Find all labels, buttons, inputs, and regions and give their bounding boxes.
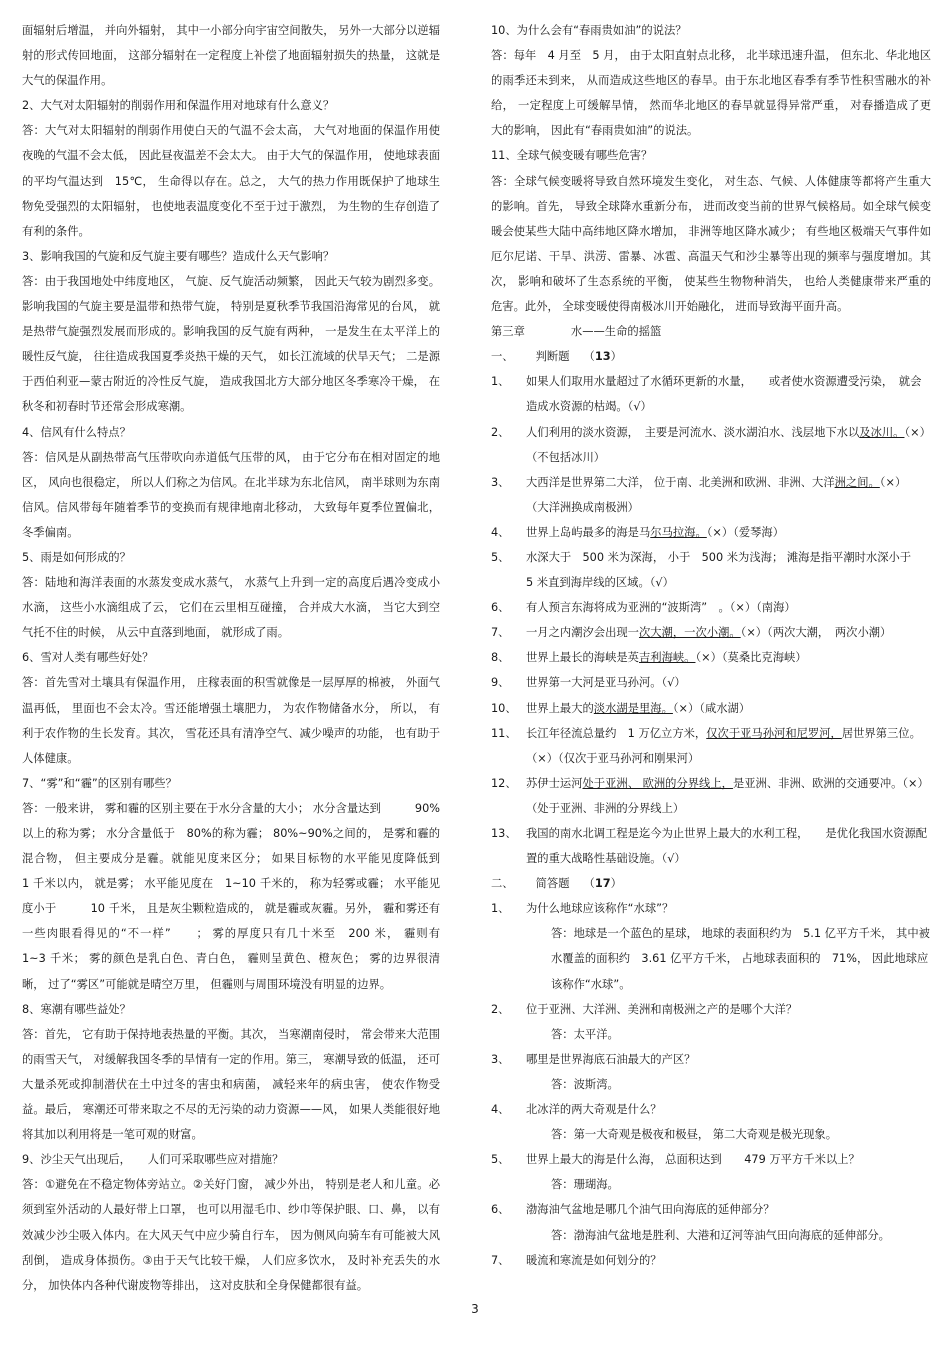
item-number: 10、	[491, 701, 517, 715]
short-item	[491, 1197, 931, 1222]
answer: 答：信风是从副热带高气压带吹向赤道低气压带的风， 由于它分布在相对固定的地区， 风向也很稳定， 所以人们称之为信风。在北半球为东北信风， 南半球则为东南信风。信风带每年随着季节的变换而有规律地南北移动， 大致每年夏季位置偏北，冬季偏南。	[22, 450, 440, 539]
short-item	[491, 1147, 931, 1172]
answer: 答：全球气候变暖将导致自然环境发生变化， 对生态、气候、人体健康等都将产生重大的影响。首先， 导致全球降水重新分布， 进而改变当前的世界气候格局。如全球气候变暖会使某些大陆中高纬地区降水增加， 非洲等地区降水减少； 有些地区极端天气事件如厄尔尼诺、干旱、洪涝、雷暴、冰雹、高温天气和沙尘暴等出现的频率与强度增加。其次， 影响和破坏了生态系统的平衡， 使某些生物物种消失， 也给人类健康带来严重的危害。此外， 全球变暖使得南极冰川开始融化， 进而导致海平面升高。	[491, 174, 931, 314]
section-count-open: （	[583, 877, 595, 891]
item-text-pre: 大西洋是世界第二大洋， 位于南、北美洲和欧洲、非洲、大洋	[526, 475, 835, 489]
short-list	[491, 896, 931, 1272]
item-text	[526, 620, 931, 645]
judge-item	[491, 545, 934, 595]
item-text-pre: 一月之内潮汐会出现一	[526, 626, 639, 640]
short-item	[491, 896, 931, 921]
question: 2、大气对太阳辐射的削弱作用和保温作用对地球有什么意义？	[22, 99, 335, 113]
item-question: 为什么地球应该称作“水球”？	[526, 902, 674, 916]
item-answer: 答：渤海油气盆地是胜利、大港和辽河等油气田向海底的延伸部分。	[551, 1228, 890, 1242]
question: 11、全球气候变暖有哪些危害？	[491, 149, 653, 163]
item-text-post: （×）	[904, 425, 931, 439]
item-text	[526, 595, 931, 620]
question: 10、为什么会有“春雨贵如油”的说法？	[491, 24, 687, 37]
item-text-post: 居世界第三位。	[841, 726, 921, 740]
question: 9、沙尘天气出现后， 人们可采取哪些应对措施？	[22, 1153, 284, 1167]
item-question: 位于亚洲、大洋洲、美洲和南极洲之产的是哪个大洋？	[526, 1002, 798, 1016]
item-number: 1、	[491, 902, 510, 916]
item-answer: 答：太平洋。	[551, 1027, 619, 1041]
question: 6、雪对人类有哪些好处？	[22, 651, 154, 665]
item-correction: （×）（仅次于亚马孙河和刚果河）	[526, 751, 700, 765]
item-text-pre: 世界上最大的	[526, 701, 594, 715]
short-item	[491, 1248, 931, 1273]
item-number: 5、	[491, 1153, 510, 1167]
item-number: 6、	[491, 1203, 510, 1217]
item-text-pre: 我国的南水北调工程是迄今为止世界上最大的水利工程， 是优化我国水资源配置的重大战略性基础设施。（√）	[526, 827, 928, 866]
item-question: 北冰洋的两大奇观是什么？	[526, 1103, 662, 1117]
item-text	[526, 670, 931, 695]
item-number: 13、	[491, 827, 517, 840]
item-text	[526, 645, 931, 670]
item-text	[526, 696, 931, 721]
section-heading-judge	[491, 344, 931, 369]
item-text-underlined: 洲之间。	[834, 475, 880, 489]
item-text-underlined: 吉利海峡。	[638, 651, 696, 665]
item-text-post: （×）（爱琴海）	[706, 525, 785, 539]
right-column	[491, 18, 934, 1273]
item-number: 2、	[491, 425, 510, 439]
item-text-pre: 世界第一大河是亚马孙河。（√）	[526, 676, 686, 690]
section-number: 二、	[491, 877, 514, 891]
judge-item	[491, 771, 931, 821]
item-text-pre: 长江年径流总量约 1 万亿立方米，	[526, 726, 707, 740]
item-correction: （不包括冰川）	[526, 450, 606, 464]
section-count: 17	[594, 877, 611, 891]
judge-item	[491, 620, 931, 645]
item-text	[526, 470, 931, 495]
item-text	[526, 520, 931, 545]
item-number: 5、	[491, 550, 510, 564]
judge-item	[491, 369, 931, 419]
item-number: 3、	[491, 475, 510, 489]
item-text-underlined: 尔马拉海。	[650, 525, 707, 539]
section-count: 13	[594, 350, 611, 364]
item-answer: 答：波斯湾。	[551, 1077, 619, 1091]
judge-item	[491, 595, 931, 620]
item-text-post: （×）（莫桑比克海峡）	[695, 651, 807, 665]
item-text-underlined: 次大潮，一次小潮。	[638, 626, 741, 640]
answer: 答：首先雪对土壤具有保温作用， 庄稼表面的积雪就像是一层厚厚的棉被， 外面气温再低， 里面也不会太冷。雪还能增强土壤肥力， 为农作物储备水分， 所以， 有利于农作物的生长发育。其次， 雪花还具有清净空气、减少噪声的功能， 也有助于人体健康。	[22, 676, 440, 765]
section-count-close: ）	[610, 877, 622, 891]
item-correction: （处于亚洲、非洲的分界线上）	[526, 801, 685, 815]
section-heading-short	[491, 871, 931, 896]
item-number: 3、	[491, 1052, 510, 1066]
section-number: 一、	[491, 350, 514, 364]
left-column	[22, 18, 474, 1298]
item-text-pre: 世界上最长的海峡是英	[526, 651, 639, 665]
short-item	[491, 997, 931, 1022]
item-question: 暖流和寒流是如何划分的？	[526, 1253, 662, 1267]
item-number: 4、	[491, 525, 510, 539]
item-number: 11、	[491, 726, 517, 740]
item-text	[526, 369, 931, 419]
item-number: 7、	[491, 626, 510, 640]
chapter-title: 水——生命的摇篮	[570, 325, 662, 339]
judge-item	[491, 520, 931, 545]
item-text-post: （×）	[879, 475, 907, 489]
item-text-pre: 苏伊士运河	[526, 776, 583, 790]
item-text	[526, 771, 931, 796]
answer: 答：每年 4 月至 5 月， 由于太阳直射点北移， 北半球迅速升温， 但东北、华北地区的雨季还未到来， 从而造成这些地区的春旱。由于东北地区春季有季节性积雪融水的补给， 一定程度上可缓解旱情， 然而华北地区的春旱就显得异常严重， 对春播造成了更大的影响， 因此有“春雨贵如油”的说法。	[491, 49, 931, 138]
short-item	[491, 1097, 931, 1122]
judge-item	[491, 420, 931, 470]
item-number: 7、	[491, 1253, 510, 1267]
question: 7、“雾”和“霾”的区别有哪些？	[22, 776, 177, 790]
item-correction: （大洋洲换成南极洲）	[526, 500, 639, 514]
question: 8、寒潮有哪些益处？	[22, 1002, 131, 1016]
judge-item	[491, 696, 931, 721]
section-count-open: （	[583, 350, 595, 364]
item-answer: 答：地球是一个蓝色的星球， 地球的表面积约为 5.1 亿平方千米， 其中被水覆盖的面积约 3.61 亿平方千米， 占地球表面积的 71%， 因此地球应该称作“水球”。	[551, 927, 930, 991]
answer: 答：由于我国地处中纬度地区， 气旋、反气旋活动频繁， 因此天气较为剧烈多变。影响我国的气旋主要是温带和热带气旋， 特别是夏秋季节我国沿海常见的台风， 就是热带气旋强烈发展而形成的。影响我国的反气旋有两种， 一是发生在太平洋上的暖性反气旋， 往往造成我国夏季炎热干燥的天气， 如长江流域的伏旱天气； 二是源于西伯利亚—蒙古附近的冷性反气旋， 造成我国北方大部分地区冬季寒冷干燥， 在秋冬和初春时节还常会形成寒潮。	[22, 274, 440, 414]
short-item	[491, 1047, 931, 1072]
judge-item	[491, 721, 931, 771]
item-text-underlined: 及冰川。	[859, 425, 905, 439]
item-question: 渤海油气盆地是哪几个油气田向海底的延伸部分？	[526, 1203, 775, 1217]
chapter-heading	[491, 319, 931, 344]
item-number: 12、	[491, 776, 517, 790]
answer: 答：陆地和海洋表面的水蒸发变成水蒸气， 水蒸气上升到一定的高度后遇冷变成小水滴， 这些小水滴组成了云， 它们在云里相互碰撞， 合并成大水滴， 当它大到空气托不住的时候， 从云中直落到地面， 就形成了雨。	[22, 576, 440, 640]
answer: 答：大气对太阳辐射的削弱作用使白天的气温不会太高， 大气对地面的保温作用使夜晚的气温不会太低， 因此昼夜温差不会太大。 由于大气的保温作用， 使地球表面的平均气温达到 15℃， 生命得以存在。总之， 大气的热力作用既保护了地球生物免受强烈的太阳辐射， 也使地表温度变化不至于过于激烈， 为生物的生存创造了有利的条件。	[22, 124, 440, 238]
item-text-pre: 水深大于 500 米为深海， 小于 500 米为浅海； 滩海是指平潮时水深小于 5 米直到海岸线的区域。（√）	[526, 550, 934, 590]
section-label: 判断题	[535, 350, 570, 364]
item-text-pre: 人们利用的淡水资源， 主要是河流水、淡水湖泊水、浅层地下水以	[526, 425, 860, 439]
answer: 答：一般来讲， 雾和霾的区别主要在于水分含量的大小； 水分含量达到 90%以上的称为雾； 水分含量低于 80%的称为霾； 80%~90%之间的， 是雾和霾的混合物， 但主要成分是霾。就能见度来区分； 如果目标物的水平能见度降低到 1 千米以内， 就是雾； 水平能见度在 1~10 千米的， 称为轻雾或霾； 水平能见度小于 10 千米， 且是灰尘颗粒造成的， 就是霾或灰霾。另外， 霾和雾还有一些肉眼看得见的“不一样” ； 雾的厚度只有几十米至 200 米， 霾则有 1~3 千米； 雾的颜色是乳白色、青白色， 霾则呈黄色、橙灰色； 雾的边界很清晰， 过了“雾区”可能就是晴空万里， 但霾则与周围环境没有明显的边界。	[22, 801, 474, 991]
item-text-pre: 有人预言东海将成为亚洲的“波斯湾” 。（×）（南海）	[526, 601, 796, 615]
item-question: 世界上最大的海是什么海， 总面积达到 479 万平方千米以上？	[526, 1153, 860, 1167]
question: 3、影响我国的气旋和反气旋主要有哪些？造成什么天气影响？	[22, 249, 335, 263]
answer: 答：①避免在不稳定物体旁站立。②关好门窗， 减少外出， 特别是老人和儿童。必须到室外活动的人最好带上口罩， 也可以用湿毛巾、纱巾等保护眼、口、鼻， 以有效减少沙尘吸入体内。在大风天气中应少骑自行车， 因为侧风向骑车有可能被大风刮倒， 造成身体损伤。③由于天气比较干燥， 人们应多饮水， 及时补充丢失的水分， 加快体内各种代谢废物等排出， 这对皮肤和全身保健都很有益。	[22, 1178, 440, 1292]
item-text	[526, 721, 931, 746]
page-number: 3	[471, 1302, 479, 1316]
item-number: 6、	[491, 601, 510, 615]
answer: 答：首先， 它有助于保持地表热量的平衡。其次， 当寒潮南侵时， 常会带来大范围的雨雪天气， 对缓解我国冬季的旱情有一定的作用。第三， 寒潮导致的低温， 还可大量杀死或抑制潜伏在土中过冬的害虫和病菌， 减轻来年的病虫害， 使农作物受益。最后， 寒潮还可带来取之不尽的无污染的动力资源——风， 如果人类能很好地将其加以利用将是一笔可观的财富。	[22, 1027, 440, 1142]
judge-item	[491, 670, 931, 695]
section-count-close: ）	[610, 350, 622, 364]
judge-item	[491, 645, 931, 670]
item-text-pre: 如果人们取用水量超过了水循环更新的水量， 或者使水资源遭受污染， 就会造成水资源的枯竭。（√）	[526, 375, 922, 414]
item-number: 1、	[491, 375, 510, 389]
item-text-underlined: 淡水湖是里海。	[593, 701, 673, 715]
item-text	[526, 821, 931, 871]
item-number: 8、	[491, 651, 510, 665]
question: 4、信风有什么特点？	[22, 425, 131, 439]
item-number: 2、	[491, 1002, 510, 1016]
judge-item	[491, 821, 931, 871]
item-answer: 答：第一大奇观是极夜和极昼， 第二大奇观是极光现象。	[551, 1128, 838, 1142]
item-text-pre: 世界上岛屿最多的海是马	[526, 525, 651, 539]
item-text	[526, 545, 934, 595]
item-text-post: 是亚洲、非洲、欧洲的交通要冲。（×）	[732, 776, 929, 790]
section-label: 简答题	[535, 877, 570, 891]
item-number: 4、	[491, 1103, 510, 1117]
item-text-underlined: 处于亚洲、 欧洲的分界线上，	[582, 776, 733, 790]
question: 5、雨是如何形成的？	[22, 550, 131, 564]
chapter-label: 第三章	[491, 325, 525, 339]
item-text-underlined: 仅次于亚马孙河和尼罗河，	[706, 726, 842, 740]
item-text-post: （×）（两次大潮， 两次小潮）	[740, 626, 892, 640]
item-answer: 答：珊瑚海。	[551, 1178, 619, 1192]
item-text	[526, 420, 931, 445]
item-question: 哪里是世界海底石油最大的产区？	[526, 1052, 696, 1066]
paragraph: 面辐射后增温， 并向外辐射， 其中一小部分向宇宙空间散失， 另外一大部分以逆辐射的形式传回地面， 这部分辐射在一定程度上补偿了地面辐射损失的热量， 这就是大气的保温作用。	[22, 24, 440, 88]
item-text-post: （×）（咸水湖）	[672, 701, 751, 715]
judge-list	[491, 369, 934, 871]
item-number: 9、	[491, 676, 510, 690]
judge-item	[491, 470, 931, 520]
